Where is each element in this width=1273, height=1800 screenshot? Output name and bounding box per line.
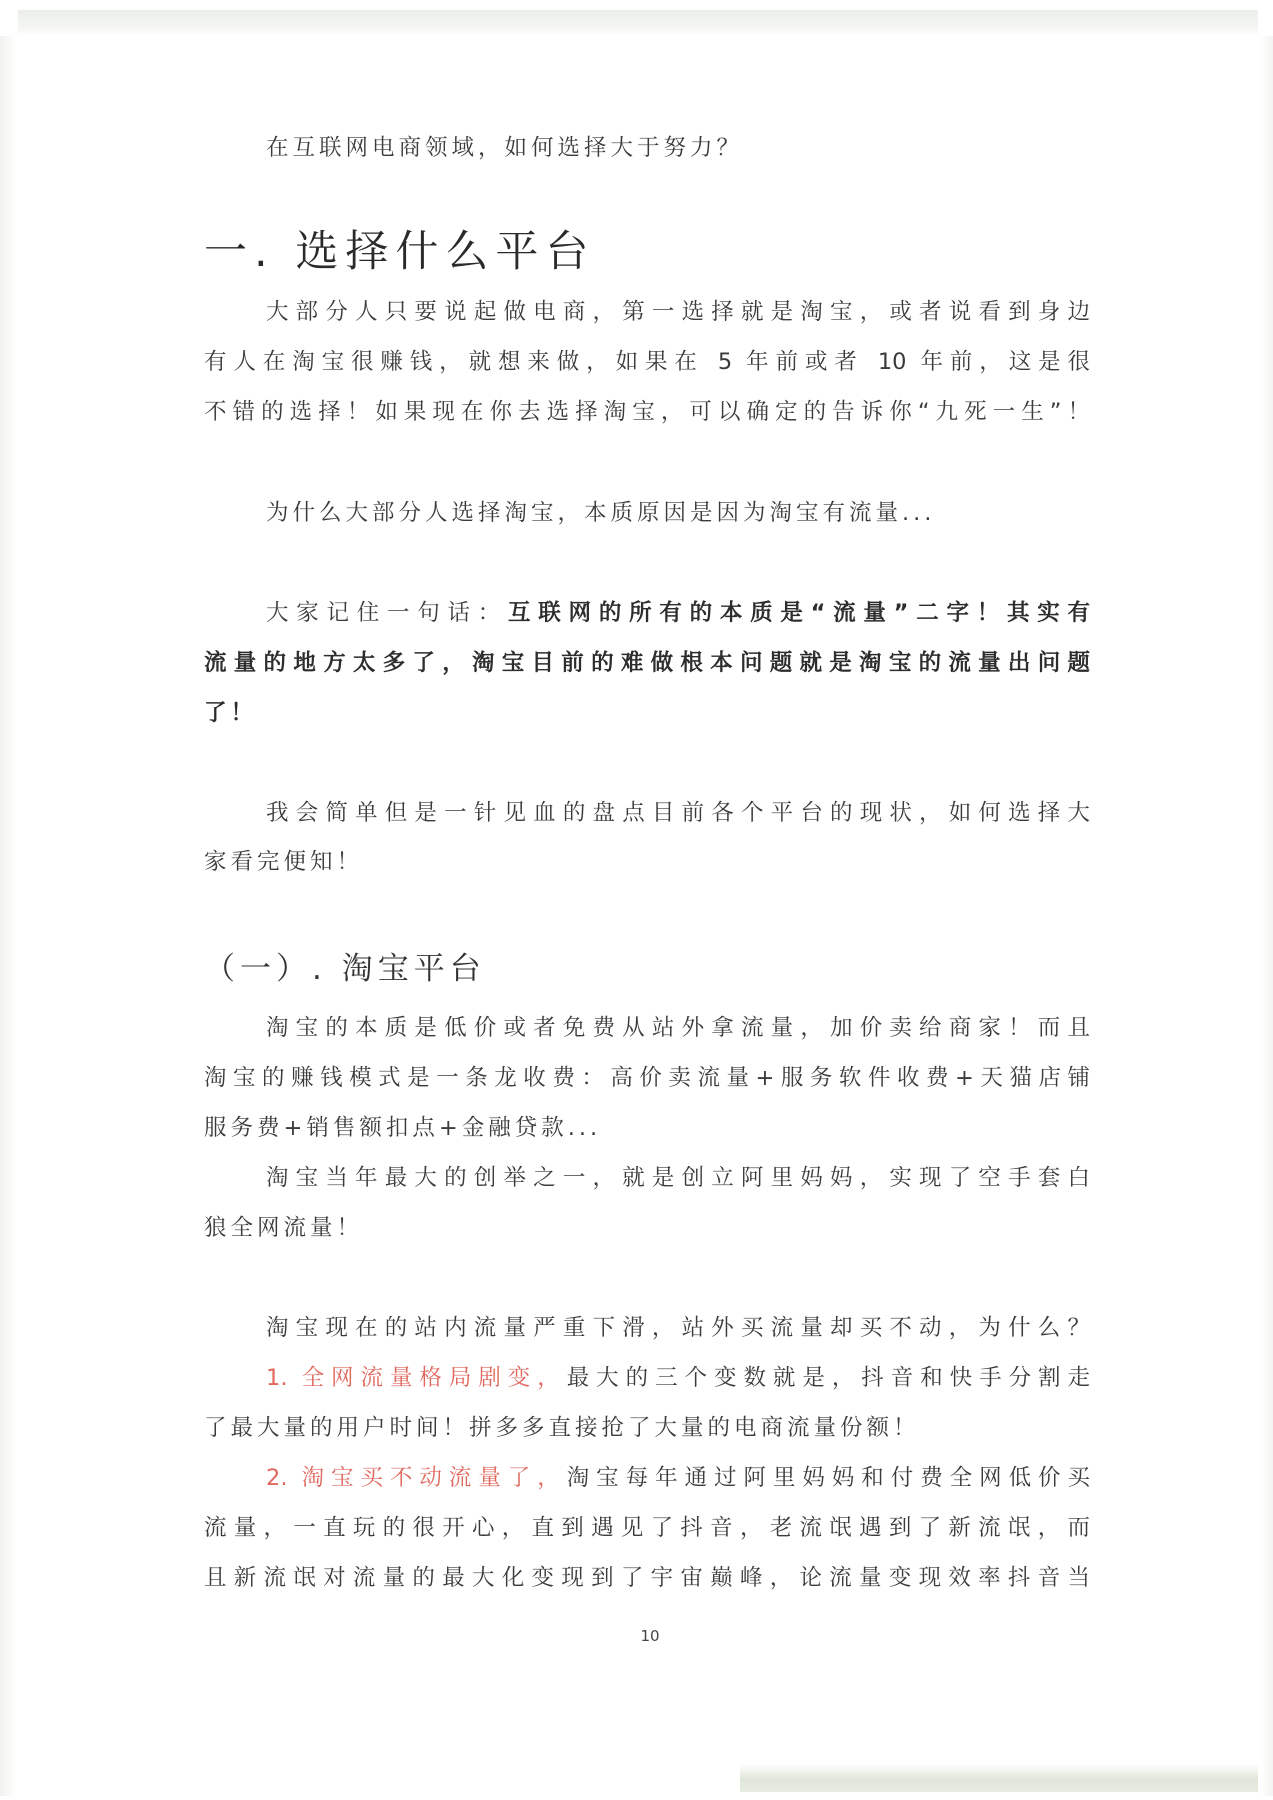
subsection-heading: （一）. 淘宝平台 xyxy=(204,951,486,987)
emphasis-text: 互联网的所有的本质是“流量”二字！其实有 xyxy=(508,600,1090,626)
scan-edge-bottom xyxy=(740,1764,1258,1792)
numbered-point-text: 最大的三个变数就是，抖音和快手分割走 xyxy=(566,1365,1090,1391)
paragraph-line: 大部分人只要说起做电商，第一选择就是淘宝，或者说看到身边 xyxy=(266,299,1090,325)
paragraph-lead: 大家记住一句话： xyxy=(266,600,509,626)
paragraph-line: 淘宝的本质是低价或者免费从站外拿流量，加价卖给商家！而且 xyxy=(266,1015,1090,1041)
paragraph-line: 淘宝当年最大的创举之一，就是创立阿里妈妈，实现了空手套白 xyxy=(266,1165,1090,1191)
paragraph-line: 了最大量的用户时间！拼多多直接抢了大量的电商流量份额！ xyxy=(204,1415,920,1441)
numbered-point-label: 2. 淘宝买不动流量了， xyxy=(266,1465,567,1491)
paragraph-line: 狼全网流量！ xyxy=(204,1215,364,1241)
intro-question: 在互联网电商领域，如何选择大于努力？ xyxy=(266,135,744,161)
numbered-point-line xyxy=(266,1462,1090,1494)
emphasis-paragraph-line xyxy=(266,597,1090,629)
paragraph-line: 且新流氓对流量的最大化变现到了宇宙巅峰，论流量变现效率抖音当 xyxy=(204,1565,1090,1591)
numbered-point-line xyxy=(266,1362,1090,1394)
paragraph-line: 家看完便知！ xyxy=(204,849,364,875)
paragraph-line: 流量，一直玩的很开心，直到遇见了抖音，老流氓遇到了新流氓，而 xyxy=(204,1515,1090,1541)
paragraph-line: 我会简单但是一针见血的盘点目前各个平台的现状，如何选择大 xyxy=(266,800,1090,826)
emphasis-text: 流量的地方太多了，淘宝目前的难做根本问题就是淘宝的流量出问题 xyxy=(204,650,1090,676)
scan-edge-top xyxy=(18,10,1258,36)
paragraph-line: 淘宝现在的站内流量严重下滑，站外买流量却买不动，为什么？ xyxy=(266,1315,1090,1341)
scan-edge-right xyxy=(1261,36,1273,1796)
numbered-point-label: 1. 全网流量格局剧变， xyxy=(266,1365,567,1391)
paragraph-line: 为什么大部分人选择淘宝，本质原因是因为淘宝有流量... xyxy=(266,500,936,526)
paragraph-line: 服务费+销售额扣点+金融贷款... xyxy=(204,1115,602,1141)
paragraph-line: 淘宝的赚钱模式是一条龙收费：高价卖流量+服务软件收费+天猫店铺 xyxy=(204,1065,1090,1091)
emphasis-text: 了！ xyxy=(204,700,258,726)
paragraph-line: 有人在淘宝很赚钱，就想来做，如果在 5 年前或者 10 年前，这是很 xyxy=(204,349,1090,375)
paragraph-line: 不错的选择！如果现在你去选择淘宝，可以确定的告诉你“九死一生”！ xyxy=(204,399,1090,425)
scan-edge-left xyxy=(0,36,16,1796)
page-number: 10 xyxy=(640,1627,660,1645)
section-heading: 一. 选择什么平台 xyxy=(204,227,596,277)
numbered-point-text: 淘宝每年通过阿里妈妈和付费全网低价买 xyxy=(566,1465,1090,1491)
